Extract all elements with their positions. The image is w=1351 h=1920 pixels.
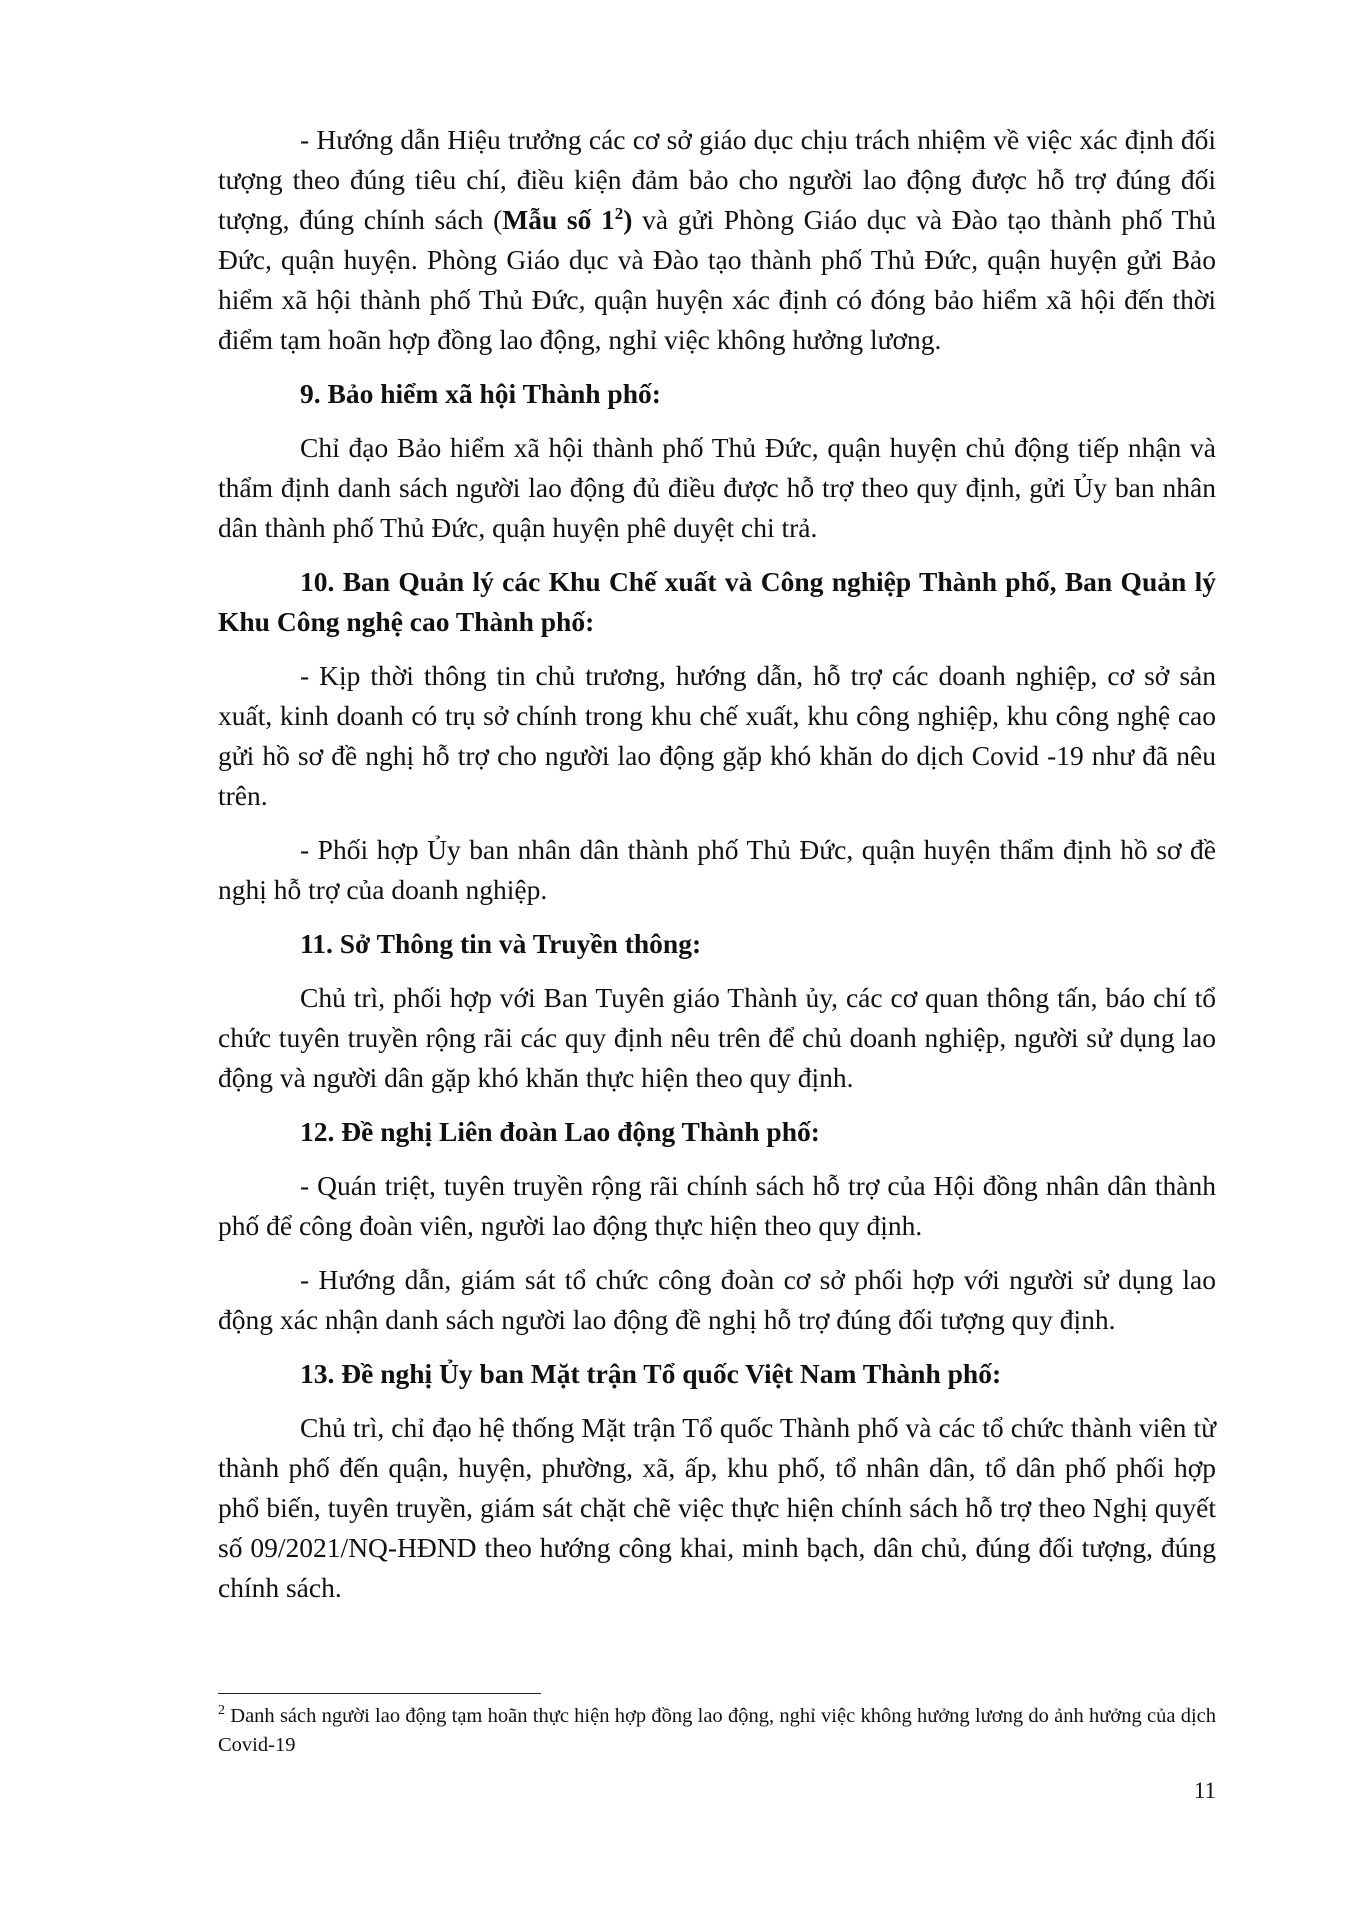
paragraph-section-12-a: - Quán triệt, tuyên truyền rộng rãi chính sách hỗ trợ của Hội đồng nhân dân thành phố để công đoàn viên, người lao động thực hiện theo quy định.	[218, 1170, 1216, 1241]
body-text	[218, 120, 1216, 1622]
footnote-reference: 2	[614, 203, 624, 223]
section-heading-9: 9. Bảo hiểm xã hội Thành phố:	[300, 378, 661, 409]
section-heading-10: 10. Ban Quản lý các Khu Chế xuất và Công nghiệp Thành phố, Ban Quản lý Khu Công nghệ cao Thành phố:	[218, 566, 1216, 637]
paragraph-text: và gửi Phòng Giáo dục và Đào tạo thành phố Thủ Đức, quận huyện. Phòng Giáo dục và Đào tạo thành phố Thủ Đức, quận huyện gửi Bảo hiểm xã hội thành phố Thủ Đức, quận huyện xác định có đóng bảo hiểm xã hội đến thời điểm tạm hoãn hợp đồng lao động, nghỉ việc không hưởng lương.	[218, 204, 1216, 355]
footnote-marker: 2	[218, 1703, 225, 1719]
paragraph-section-12-b: - Hướng dẫn, giám sát tổ chức công đoàn cơ sở phối hợp với người sử dụng lao động xác nhận danh sách người lao động đề nghị hỗ trợ đúng đối tượng quy định.	[218, 1264, 1216, 1335]
form-label: Mẫu số 1	[502, 204, 615, 235]
paragraph-section-13: Chủ trì, chỉ đạo hệ thống Mặt trận Tổ quốc Thành phố và các tổ chức thành viên từ thành phố đến quận, huyện, phường, xã, ấp, khu phố, tổ nhân dân, tổ dân phố phối hợp phổ biến, tuyên truyền, giám sát chặt chẽ việc thực hiện chính sách hỗ trợ theo Nghị quyết số 09/2021/NQ-HĐND theo hướng công khai, minh bạch, dân chủ, đúng đối tượng, đúng chính sách.	[218, 1412, 1216, 1603]
footnote-divider	[218, 1693, 541, 1694]
paragraph-text: - Hướng dẫn Hiệu trưởng các cơ sở giáo dục chịu trách nhiệm về việc xác định đối tượng theo đúng tiêu chí, điều kiện đảm bảo cho người lao động được hỗ trợ đúng đối tượng, đúng chính sách (	[218, 124, 1216, 235]
form-reference	[502, 204, 632, 235]
section-heading-13: 13. Đề nghị Ủy ban Mặt trận Tổ quốc Việt Nam Thành phố:	[300, 1358, 1002, 1389]
section-heading-12: 12. Đề nghị Liên đoàn Lao động Thành phố:	[300, 1116, 820, 1147]
form-label-close: )	[623, 204, 633, 235]
paragraph-school-guidance	[218, 120, 1216, 360]
paragraph-section-10-b: - Phối hợp Ủy ban nhân dân thành phố Thủ Đức, quận huyện thẩm định hồ sơ đề nghị hỗ trợ của doanh nghiệp.	[218, 834, 1216, 905]
paragraph-section-10-a: - Kịp thời thông tin chủ trương, hướng dẫn, hỗ trợ các doanh nghiệp, cơ sở sản xuất, kinh doanh có trụ sở chính trong khu chế xuất, khu công nghiệp, khu công nghệ cao gửi hồ sơ đề nghị hỗ trợ cho người lao động gặp khó khăn do dịch Covid -19 như đã nêu trên.	[218, 660, 1216, 811]
paragraph-section-9: Chỉ đạo Bảo hiểm xã hội thành phố Thủ Đức, quận huyện chủ động tiếp nhận và thẩm định danh sách người lao động đủ điều được hỗ trợ theo quy định, gửi Ủy ban nhân dân thành phố Thủ Đức, quận huyện phê duyệt chi trả.	[218, 432, 1216, 543]
paragraph-section-11: Chủ trì, phối hợp với Ban Tuyên giáo Thành ủy, các cơ quan thông tấn, báo chí tổ chức tuyên truyền rộng rãi các quy định nêu trên để chủ doanh nghiệp, người sử dụng lao động và người dân gặp khó khăn thực hiện theo quy định.	[218, 982, 1216, 1093]
footnote-text: Danh sách người lao động tạm hoãn thực hiện hợp đồng lao động, nghỉ việc không hưởng lương do ảnh hưởng của dịch Covid-19	[218, 1705, 1216, 1756]
footnote	[218, 1702, 1216, 1760]
section-heading-11: 11. Sở Thông tin và Truyền thông:	[300, 928, 702, 959]
page-number: 11	[1193, 1778, 1216, 1803]
